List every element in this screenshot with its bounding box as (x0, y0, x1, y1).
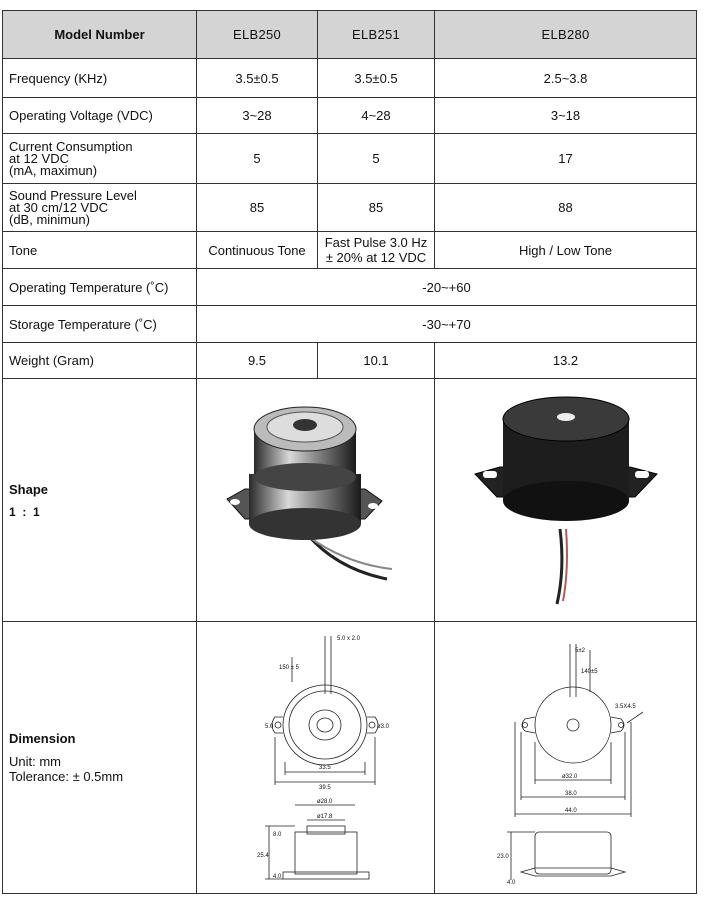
d280-d3-label: 44.0 (565, 808, 577, 814)
spl-label-line2: at 30 cm/12 VDC (9, 199, 108, 215)
d280-d1-label: ø32.0 (562, 774, 578, 780)
d280-tab-label: 3.5X4.5 (615, 704, 636, 710)
d250-inner-label: ø17.8 (317, 814, 333, 820)
weight-elb280: 13.2 (435, 343, 697, 379)
row-tone (3, 232, 697, 269)
spl-elb251: 85 (318, 184, 435, 232)
shape-scale: 1 : 1 (9, 504, 40, 519)
current-elb280: 17 (435, 134, 697, 184)
d280-lead-label: 140±5 (581, 669, 598, 675)
d250-top-label: ø28.0 (317, 799, 333, 805)
d250-tab-label: 5.0 (265, 724, 274, 730)
dimension-unit: Unit: mm (9, 754, 61, 769)
model-elb250: ELB250 (197, 11, 318, 59)
tone-elb251-line2: ± 20% at 12 VDC (325, 250, 427, 265)
row-operating-temp (3, 269, 697, 306)
d250-h2-label: 25.4 (257, 853, 269, 859)
current-label (3, 134, 197, 184)
voltage-elb251: 4~28 (318, 98, 435, 134)
frequency-elb251: 3.5±0.5 (318, 59, 435, 98)
d280-h1-label: 23.0 (497, 854, 509, 860)
spl-elb280: 88 (435, 184, 697, 232)
d280-wire-label: 5±2 (575, 648, 585, 654)
weight-elb251: 10.1 (318, 343, 435, 379)
tone-elb250: Continuous Tone (197, 232, 318, 269)
weight-label: Weight (Gram) (3, 343, 197, 379)
dimension-label-cell (3, 622, 197, 894)
shape-label-cell (3, 379, 197, 622)
dimension-elb280-cell (435, 622, 697, 894)
voltage-label: Operating Voltage (VDC) (3, 98, 197, 134)
elb250-drawing (197, 622, 435, 890)
current-label-line1: Current Consumption (9, 138, 133, 154)
tone-elb251-line1: Fast Pulse 3.0 Hz (324, 235, 428, 250)
frequency-elb250: 3.5±0.5 (197, 59, 318, 98)
d250-h3-label: 4.0 (273, 874, 282, 880)
spl-label-line1: Sound Pressure Level (9, 187, 137, 203)
spec-table (2, 10, 697, 894)
weight-elb250: 9.5 (197, 343, 318, 379)
row-dimension (3, 622, 697, 894)
current-label-line2: at 12 VDC (9, 150, 69, 166)
frequency-label: Frequency (KHz) (3, 59, 197, 98)
shape-elb250-cell (197, 379, 435, 622)
tone-elb280: High / Low Tone (435, 232, 697, 269)
tone-label: Tone (3, 232, 197, 269)
operating-temp-label: Operating Temperature (˚C) (3, 269, 197, 306)
model-elb251: ELB251 (318, 11, 435, 59)
current-elb250: 5 (197, 134, 318, 184)
row-voltage (3, 98, 697, 134)
tone-elb251 (318, 232, 435, 269)
voltage-elb250: 3~28 (197, 98, 318, 134)
d250-w1-label: 33.5 (319, 765, 331, 771)
dimension-elb250-cell (197, 622, 435, 894)
shape-elb280-cell (435, 379, 697, 622)
d250-wire-label: 5.0 x 2.0 (337, 636, 361, 642)
d280-d2-label: 38.0 (565, 791, 577, 797)
d250-w2-label: 39.5 (319, 785, 331, 791)
row-current (3, 134, 697, 184)
operating-temp-value: -20~+60 (197, 269, 697, 306)
d280-h2-label: 4.0 (507, 880, 516, 886)
elb280-photo (435, 379, 695, 618)
storage-temp-value: -30~+70 (197, 306, 697, 343)
frequency-elb280: 2.5~3.8 (435, 59, 697, 98)
shape-label: Shape (9, 481, 49, 497)
row-shape (3, 379, 697, 622)
spl-label-line3: (dB, minimun) (9, 211, 90, 227)
dimension-label: Dimension (9, 731, 76, 746)
dimension-tolerance: Tolerance: ± 0.5mm (9, 769, 124, 784)
d250-h1-label: 8.0 (273, 832, 282, 838)
spl-elb250: 85 (197, 184, 318, 232)
spl-label (3, 184, 197, 232)
elb250-photo (197, 379, 435, 618)
row-storage-temp (3, 306, 697, 343)
row-spl (3, 184, 697, 232)
header-row (3, 11, 697, 59)
row-weight (3, 343, 697, 379)
model-number-label: Model Number (3, 11, 197, 59)
row-frequency (3, 59, 697, 98)
model-elb280: ELB280 (435, 11, 697, 59)
storage-temp-label: Storage Temperature (˚C) (3, 306, 197, 343)
elb280-drawing (435, 622, 695, 890)
current-label-line3: (mA, maximun) (9, 162, 98, 178)
voltage-elb280: 3~18 (435, 98, 697, 134)
d250-lead-label: 150 ± 5 (279, 665, 299, 671)
d250-hole-label: ø3.0 (377, 724, 390, 730)
current-elb251: 5 (318, 134, 435, 184)
